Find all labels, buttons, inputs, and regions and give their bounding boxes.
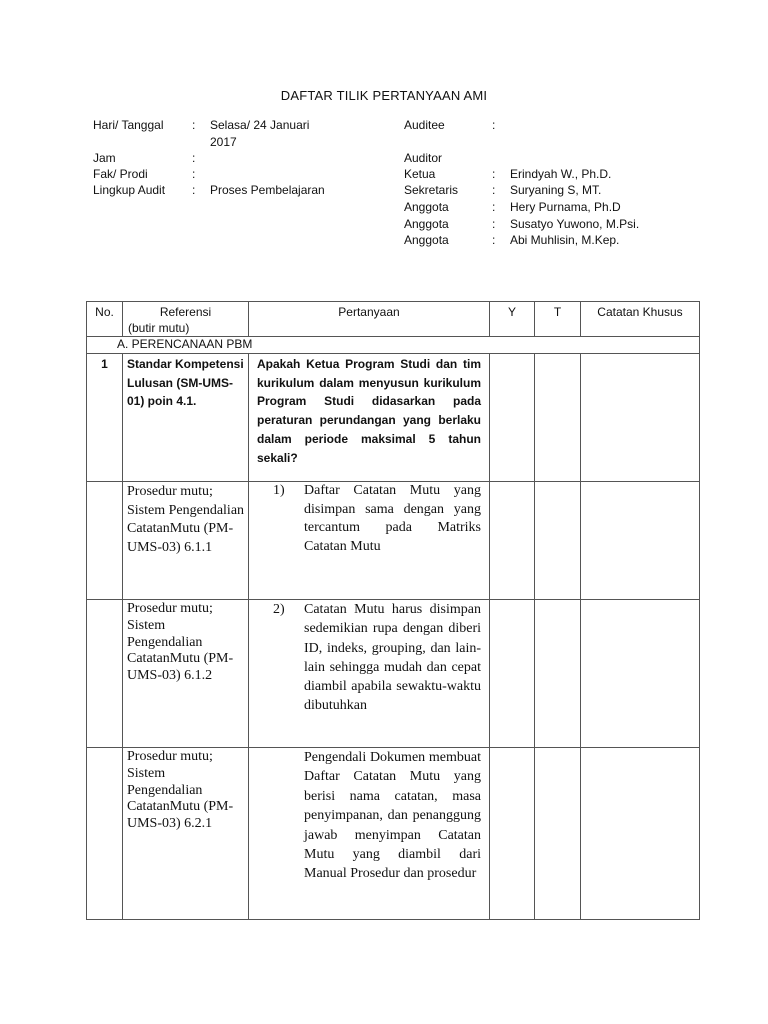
sep-lingkup-audit: : [192, 183, 196, 197]
sep-anggota-1: : [492, 200, 496, 214]
notes-cell[interactable] [581, 748, 700, 920]
row-number [87, 600, 123, 748]
row-question: 1) Daftar Catatan Mutu yang disimpan sama dengan yang tercantum pada Matriks Catatan Mutu [249, 482, 490, 600]
table-row [87, 482, 700, 600]
sep-anggota-2: : [492, 217, 496, 231]
check-t-cell[interactable] [535, 600, 581, 748]
check-t-cell[interactable] [535, 482, 581, 600]
sep-sekretaris: : [492, 183, 496, 197]
value-lingkup-audit: Proses Pembelajaran [210, 183, 325, 197]
label-lingkup-audit: Lingkup Audit [93, 183, 166, 197]
row-number [87, 482, 123, 600]
label-ketua: Ketua [404, 167, 436, 181]
sep-anggota-3: : [492, 233, 496, 247]
checklist-table [86, 301, 700, 920]
section-row [87, 337, 700, 354]
check-t-cell[interactable] [535, 354, 581, 482]
label-anggota-1: Anggota [404, 200, 449, 214]
notes-cell[interactable] [581, 354, 700, 482]
col-header-catatan-khusus: Catatan Khusus [581, 302, 700, 337]
sep-hari-tanggal: : [192, 118, 196, 132]
notes-cell[interactable] [581, 482, 700, 600]
row-number: 1 [87, 354, 123, 482]
row-reference: Prosedur mutu; Sistem Pengendalian CatatanMutu (PM-UMS-03) 6.2.1 [123, 748, 249, 920]
label-anggota-2: Anggota [404, 217, 449, 231]
check-t-cell[interactable] [535, 748, 581, 920]
table-row [87, 748, 700, 920]
row-reference: Standar Kompetensi Lulusan (SM-UMS-01) poin 4.1. [123, 354, 249, 482]
label-fak-prodi: Fak/ Prodi [93, 167, 148, 181]
col-header-pertanyaan: Pertanyaan [249, 302, 490, 337]
col-header-no: No. [87, 302, 123, 337]
check-y-cell[interactable] [490, 748, 535, 920]
sep-ketua: : [492, 167, 496, 181]
check-y-cell[interactable] [490, 354, 535, 482]
notes-cell[interactable] [581, 600, 700, 748]
value-sekretaris: Suryaning S, MT. [510, 183, 602, 197]
check-y-cell[interactable] [490, 482, 535, 600]
table-row [87, 600, 700, 748]
col-header-referensi: Referensi (butir mutu) [123, 302, 249, 337]
value-hari-tanggal: Selasa/ 24 Januari [210, 118, 310, 132]
value-anggota-2: Susatyo Yuwono, M.Psi. [510, 217, 640, 231]
col-header-y: Y [490, 302, 535, 337]
sep-auditee: : [492, 118, 496, 132]
question-number: 2) [273, 602, 285, 617]
row-question: Pengendali Dokumen membuat Daftar Catatan Mutu yang berisi nama catatan, masa penyimpanan, dan penanggung jawab menyimpan Catatan Mutu yang diambil dari Manual Prosedur dan prosedur [249, 748, 490, 920]
label-anggota-3: Anggota [404, 233, 449, 247]
table-header-row [87, 302, 700, 337]
label-sekretaris: Sekretaris [404, 183, 459, 197]
value-anggota-1: Hery Purnama, Ph.D [510, 200, 621, 214]
label-hari-tanggal: Hari/ Tanggal [93, 118, 164, 132]
table-row [87, 354, 700, 482]
value-anggota-3: Abi Muhlisin, M.Kep. [510, 233, 620, 247]
row-question: Apakah Ketua Program Studi dan tim kurikulum dalam menyusun kurikulum Program Studi didasarkan pada peraturan perundangan yang berlaku dalam periode maksimal 5 tahun sekali? [249, 354, 490, 482]
row-reference: Prosedur mutu; Sistem Pengendalian CatatanMutu (PM-UMS-03) 6.1.1 [123, 482, 249, 600]
sep-fak-prodi: : [192, 167, 196, 181]
value-ketua: Erindyah W., Ph.D. [510, 167, 612, 181]
row-reference: Prosedur mutu; Sistem Pengendalian CatatanMutu (PM-UMS-03) 6.1.2 [123, 600, 249, 748]
document-title: DAFTAR TILIK PERTANYAAN AMI [280, 88, 488, 103]
label-auditor: Auditor [404, 151, 443, 165]
label-auditee: Auditee [404, 118, 445, 132]
row-question: 2) Catatan Mutu harus disimpan sedemikian rupa dengan diberi ID, indeks, grouping, dan lain-lain sehingga mudah dan cepat diambil apabila sewaktu-waktu dibutuhkan [249, 600, 490, 748]
row-number [87, 748, 123, 920]
col-header-t: T [535, 302, 581, 337]
section-title: A. PERENCANAAN PBM [87, 337, 700, 354]
label-jam: Jam [93, 151, 116, 165]
check-y-cell[interactable] [490, 600, 535, 748]
value-hari-tanggal-year: 2017 [210, 135, 237, 149]
question-number: 1) [273, 483, 285, 498]
sep-jam: : [192, 151, 196, 165]
